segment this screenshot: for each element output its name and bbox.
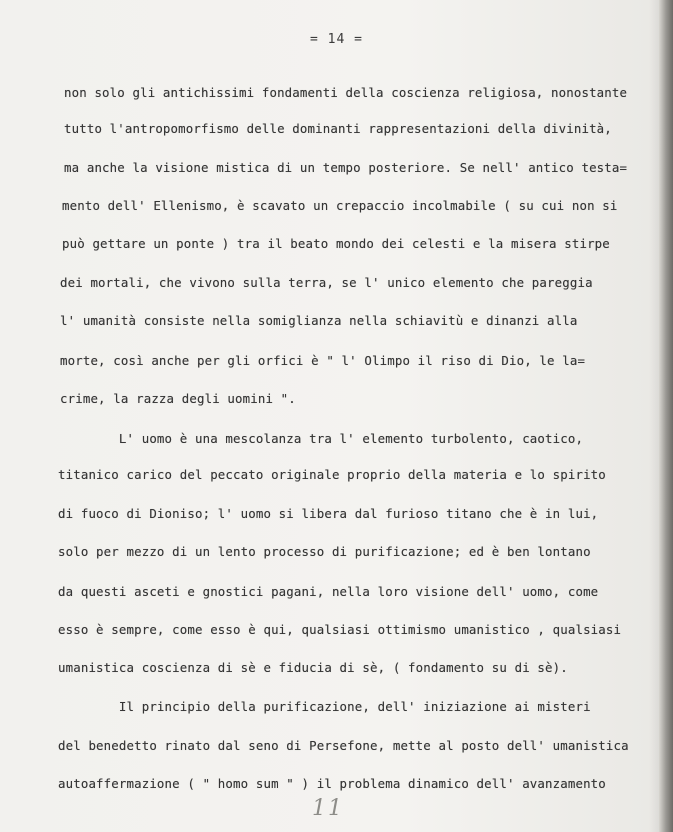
text-line: dei mortali, che vivono sulla terra, se l' unico elemento che pareggia	[60, 275, 593, 290]
text-line: titanico carico del peccato originale proprio della materia e lo spirito	[58, 467, 606, 482]
text-line: non solo gli antichissimi fondamenti della coscienza religiosa, nonostante	[64, 85, 628, 100]
text-line: tutto l'antropomorfismo delle dominanti rappresentazioni della divinità,	[64, 121, 612, 136]
text-line: umanistica coscienza di sè e fiducia di sè, ( fondamento su di sè).	[58, 660, 568, 675]
text-line: crime, la razza degli uomini ".	[60, 391, 296, 406]
text-line: del benedetto rinato dal seno di Persefone, mette al posto dell' umanistica	[58, 738, 629, 753]
text-line: esso è sempre, come esso è qui, qualsiasi ottimismo umanistico , qualsiasi	[58, 622, 622, 637]
text-line: autoaffermazione ( " homo sum " ) il problema dinamico dell' avanzamento	[58, 776, 606, 791]
page-number: = 14 =	[310, 32, 363, 47]
text-line: di fuoco di Dioniso; l' uomo si libera dal furioso titano che è in lui,	[58, 506, 599, 521]
text-line: morte, così anche per gli orfici è " l' Olimpo il riso di Dio, le la=	[60, 353, 586, 368]
text-line: Il principio della purificazione, dell' iniziazione ai misteri	[58, 699, 591, 714]
handwritten-page-mark: 11	[312, 796, 344, 821]
page-edge-shadow	[649, 0, 659, 832]
text-line: L' uomo è una mescolanza tra l' elemento turbolento, caotico,	[58, 431, 584, 446]
text-line: ma anche la visione mistica di un tempo posteriore. Se nell' antico testa=	[64, 160, 628, 175]
text-line: solo per mezzo di un lento processo di purificazione; ed è ben lontano	[58, 544, 591, 559]
text-line: l' umanità consiste nella somiglianza nella schiavitù e dinanzi alla	[60, 313, 578, 328]
text-line: mento dell' Ellenismo, è scavato un crepaccio incolmabile ( su cui non si	[62, 198, 618, 213]
scan-edge	[659, 0, 673, 832]
text-line: può gettare un ponte ) tra il beato mondo dei celesti e la misera stirpe	[62, 236, 610, 251]
text-line: da questi asceti e gnostici pagani, nella loro visione dell' uomo, come	[58, 584, 599, 599]
